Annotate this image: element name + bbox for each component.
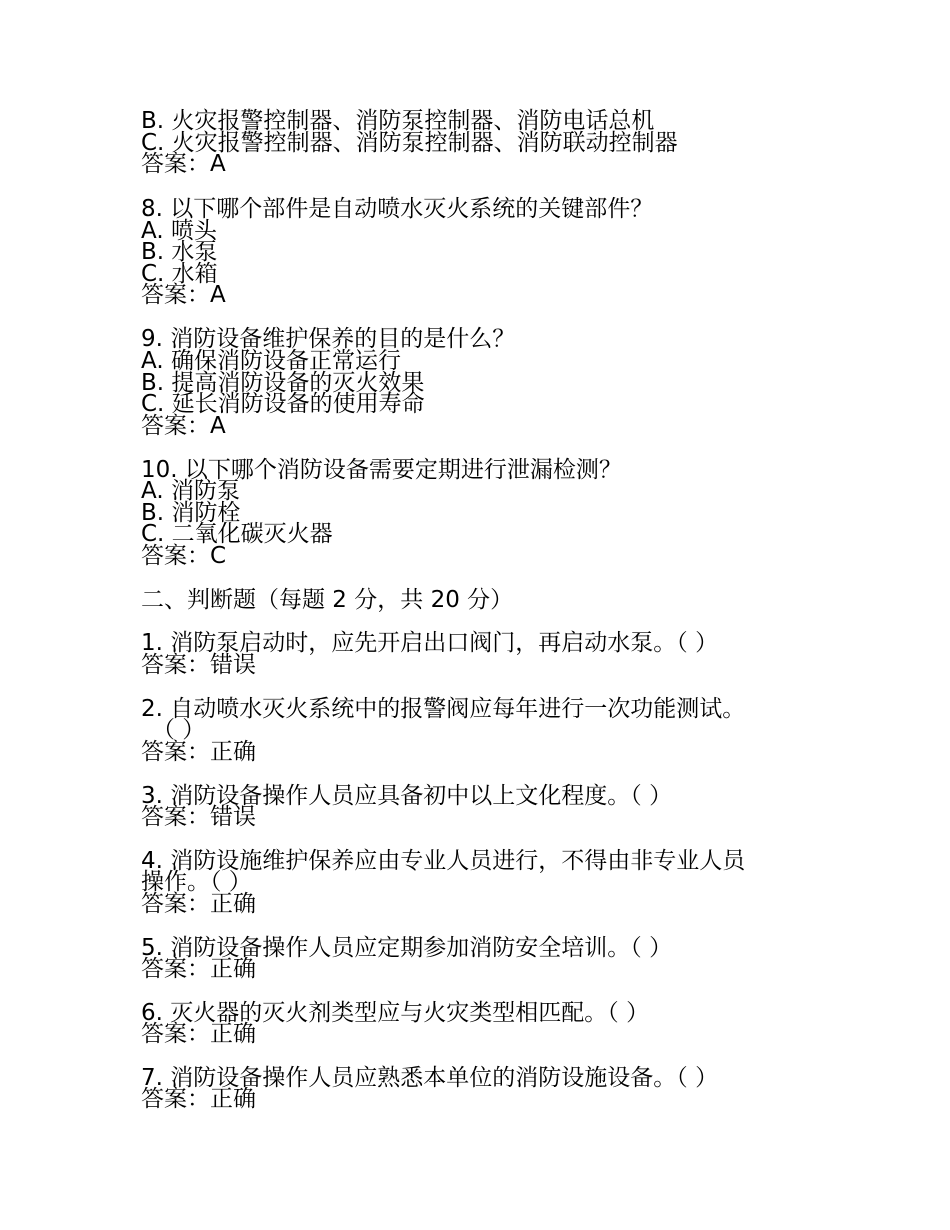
q10-question: 10. 以下哪个消防设备需要定期进行泄漏检测？ [141, 457, 622, 483]
tf7-answer: 答案：正确 [141, 1086, 256, 1112]
tf6-answer: 答案：正确 [141, 1021, 256, 1047]
tf4-statement: 4. 消防设施维护保养应由专业人员进行，不得由非专业人员 [141, 848, 746, 874]
tf2-answer: 答案：正确 [141, 739, 256, 765]
q9-question: 9. 消防设备维护保养的目的是什么？ [141, 326, 516, 352]
tf1-statement: 1. 消防泵启动时，应先开启出口阀门，再启动水泵。（ ） [141, 630, 719, 656]
q9-option-a: A. 确保消防设备正常运行 [141, 348, 401, 374]
q7-option-c: C. 火灾报警控制器、消防泵控制器、消防联动控制器 [141, 130, 678, 156]
q8-option-a: A. 喷头 [141, 218, 217, 244]
q8-option-c: C. 水箱 [141, 261, 218, 287]
q10-option-a: A. 消防泵 [141, 478, 240, 504]
tf3-answer: 答案：错误 [141, 804, 256, 830]
tf5-statement: 5. 消防设备操作人员应定期参加消防安全培训。（ ） [141, 935, 673, 961]
q9-answer: 答案：A [141, 413, 226, 439]
q7-option-b: B. 火灾报警控制器、消防泵控制器、消防电话总机 [141, 108, 655, 134]
tf2-statement-cont: （ ） [152, 717, 206, 743]
tf1-answer: 答案：错误 [141, 652, 256, 678]
tf3-statement: 3. 消防设备操作人员应具备初中以上文化程度。（ ） [141, 783, 673, 809]
q10-answer: 答案：C [141, 543, 227, 569]
q10-option-b: B. 消防栓 [141, 500, 241, 526]
section2-heading: 二、判断题（每题 2 分，共 20 分） [141, 587, 514, 613]
q9-option-c: C. 延长消防设备的使用寿命 [141, 391, 425, 417]
tf6-statement: 6. 灭火器的灭火剂类型应与火灾类型相匹配。（ ） [141, 1000, 650, 1026]
q7-answer: 答案：A [141, 151, 226, 177]
tf4-answer: 答案：正确 [141, 891, 256, 917]
tf7-statement: 7. 消防设备操作人员应熟悉本单位的消防设施设备。（ ） [141, 1065, 719, 1091]
q8-question: 8. 以下哪个部件是自动喷水灭火系统的关键部件？ [141, 196, 654, 222]
q9-option-b: B. 提高消防设备的灭火效果 [141, 370, 425, 396]
tf4-statement-cont: 操作。（ ） [141, 869, 252, 895]
q8-option-b: B. 水泵 [141, 239, 218, 265]
q8-answer: 答案：A [141, 282, 226, 308]
tf5-answer: 答案：正确 [141, 956, 256, 982]
q10-option-c: C. 二氧化碳灭火器 [141, 521, 333, 547]
tf2-statement: 2. 自动喷水灭火系统中的报警阀应每年进行一次功能测试。 [141, 696, 746, 722]
